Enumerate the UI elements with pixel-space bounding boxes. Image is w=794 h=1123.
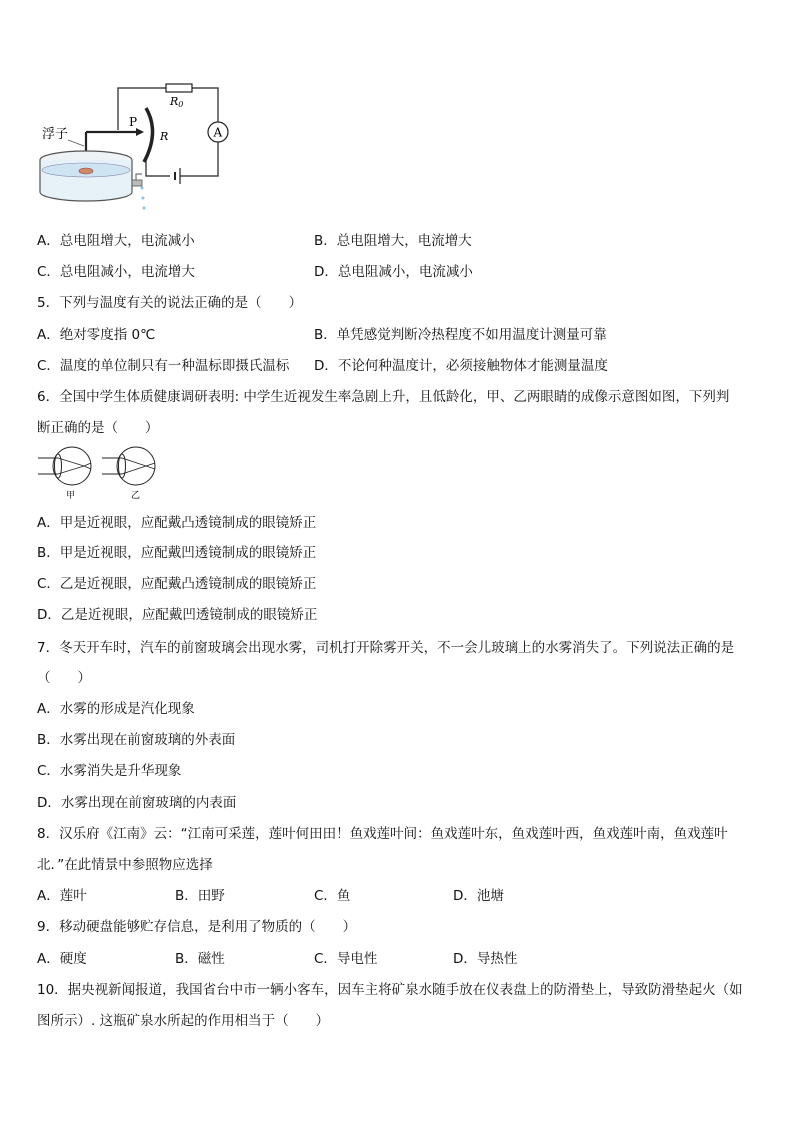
q9-option-b[interactable]: B．磁性 <box>175 951 225 967</box>
q6-option-c[interactable]: C．乙是近视眼，应配戴凸透镜制成的眼镜矫正 <box>37 576 317 592</box>
q8-option-b[interactable]: B．田野 <box>175 888 225 904</box>
q5-option-a[interactable]: A．绝对零度指 0℃ <box>37 327 156 343</box>
q7-option-d[interactable]: D．水雾出现在前窗玻璃的内表面 <box>37 795 237 811</box>
q6-option-a[interactable]: A．甲是近视眼，应配戴凸透镜制成的眼镜矫正 <box>37 515 317 531</box>
q7-option-c[interactable]: C．水雾消失是升华现象 <box>37 763 182 779</box>
q6-option-b[interactable]: B．甲是近视眼，应配戴凹透镜制成的眼镜矫正 <box>37 545 317 561</box>
svg-text:R: R <box>160 130 169 143</box>
q5-option-c[interactable]: C．温度的单位制只有一种温标即摄氏温标 <box>37 358 290 374</box>
q4-option-d[interactable]: D．总电阻减小，电流减小 <box>314 264 473 280</box>
q9-stem: 9．移动硬盘能够贮存信息，是利用了物质的（ ） <box>37 919 357 935</box>
svg-text:P: P <box>129 115 138 129</box>
eye-diagram-figure <box>36 444 166 502</box>
q4-option-a[interactable]: A．总电阻增大，电流减小 <box>37 233 195 249</box>
q6-stem-line1: 6．全国中学生体质健康调研表明: 中学生近视发生率急剧上升，且低龄化，甲、乙两眼睛的成像示意图如图，下列判 <box>37 389 730 405</box>
q9-option-c[interactable]: C．导电性 <box>314 951 378 967</box>
resistor-r0 <box>166 84 192 92</box>
q4-option-b[interactable]: B．总电阻增大，电流增大 <box>314 233 472 249</box>
q9-option-d[interactable]: D．导热性 <box>453 951 518 967</box>
svg-text:乙: 乙 <box>131 491 141 501</box>
q5-stem: 5．下列与温度有关的说法正确的是（ ） <box>37 295 303 311</box>
q8-option-c[interactable]: C．鱼 <box>314 888 351 904</box>
q5-option-d[interactable]: D．不论何种温度计，必须接触物体才能测量温度 <box>314 358 608 374</box>
r0-label: R0 <box>170 95 184 109</box>
q7-stem-line1: 7．冬天开车时，汽车的前窗玻璃会出现水雾，司机打开除雾开关，不一会儿玻璃上的水雾消失了。下列说法正确的是 <box>37 640 735 656</box>
q7-stem-line2: （ ） <box>37 670 91 686</box>
q6-stem-line2: 断正确的是（ ） <box>37 420 159 436</box>
q8-stem-line2: 北．”在此情景中参照物应选择 <box>37 857 213 873</box>
q8-stem-line1: 8．汉乐府《江南》云：“江南可采莲，莲叶何田田！鱼戏莲叶间：鱼戏莲叶东，鱼戏莲叶西，鱼戏莲叶南，鱼戏莲叶 <box>37 826 728 842</box>
q10-stem-line1: 10．据央视新闻报道，我国省台中市一辆小客车，因车主将矿泉水随手放在仪表盘上的防滑垫上，导致防滑垫起火（如 <box>37 982 743 998</box>
q7-option-b[interactable]: B．水雾出现在前窗玻璃的外表面 <box>37 732 236 748</box>
q4-option-c[interactable]: C．总电阻减小，电流增大 <box>37 264 195 280</box>
float-ball <box>79 168 93 174</box>
q5-option-b[interactable]: B．单凭感觉判断冷热程度不如用温度计测量可靠 <box>314 327 607 343</box>
svg-text:A: A <box>213 125 223 140</box>
q8-option-a[interactable]: A．莲叶 <box>37 888 87 904</box>
arc-resistor-r <box>144 108 153 162</box>
float-circuit-figure <box>36 80 266 216</box>
q9-option-a[interactable]: A．硬度 <box>37 951 87 967</box>
q7-option-a[interactable]: A．水雾的形成是汽化现象 <box>37 701 195 717</box>
svg-text:甲: 甲 <box>66 491 76 501</box>
svg-text:浮子: 浮子 <box>42 127 69 142</box>
q10-stem-line2: 图所示）. 这瓶矿泉水所起的作用相当于（ ） <box>37 1013 330 1029</box>
q8-option-d[interactable]: D．池塘 <box>453 888 504 904</box>
q6-option-d[interactable]: D．乙是近视眼，应配戴凹透镜制成的眼镜矫正 <box>37 607 318 623</box>
